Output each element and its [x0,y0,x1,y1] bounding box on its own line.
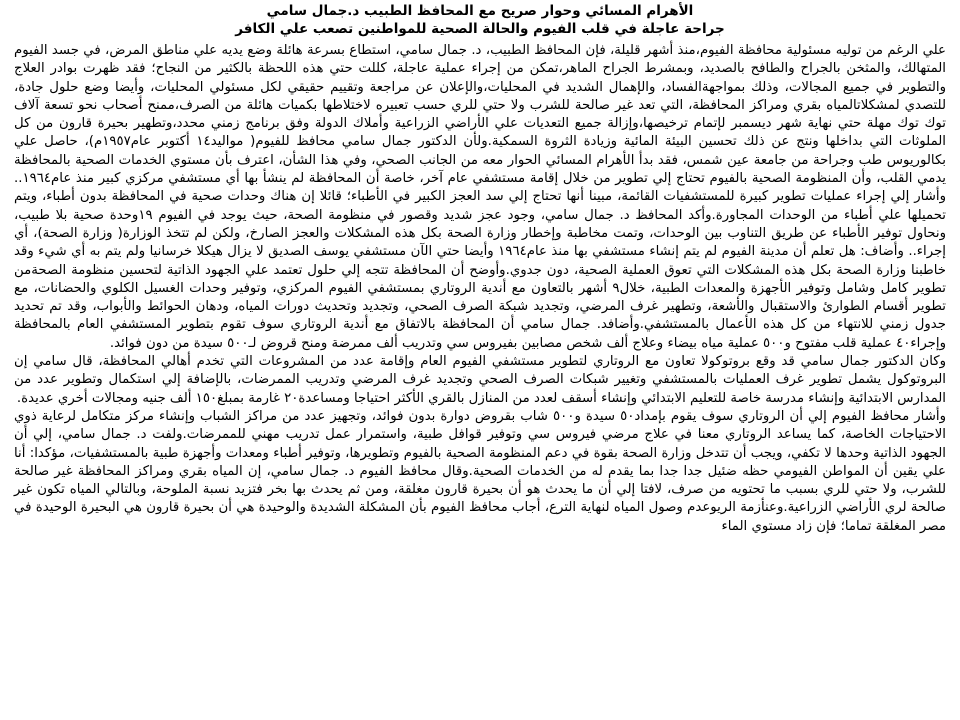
article-subheadline: جراحة عاجلة في قلب الفيوم والحالة الصحية للمواطنين تصعب علي الكافر [235,21,725,37]
article-paragraph-3: وأشار محافظ الفيوم إلي أن الروتاري سوف يقوم بإمداد٥٠ سيدة و٥٠٠ شاب بقروض دوارة بدون فوائد، وتجهيز عدد من مراكز الشباب وإنشاء مركز متكامل لرعاية ذوي الاحتياجات الخاصة، كما يساعد الروتاري معنا في علاج مرضي فيروس سي وتوفير قوافل طبية، واستمرار عمل تدريب مهني للممرضات.ولفت د. جمال سامي، إلي أن الجهود الذاتية وحدها لا تكفي، ويجب أن تتدخل وزارة الصحة بقوة في دعم المنظومة الصحية بالفيوم وتطويرها، وتوفير أطباء ومعدات وأجهزة طبية بالمستشفيات، مؤكدا: أنا علي يقين أن المواطن الفيومي حظه ضئيل جدا جدا بما يقدم له من الخدمات الصحية.وقال محافظ الفيوم د. جمال سامي، إن المياه بقري ومراكز المحافظة غير صالحة للشرب، ولا حتي للري بسبب ما تحتويه من صرف، لافتا إلي أن ما يحدث هو أن بحيرة قارون مغلقة، ومن ثم يحدث بها بخر فتزيد نسبة الملوحة، وبالتالي المياه تكون غير صالحة لري الأراضي الزراعية.وعنأزمة الريوعدم وصول المياه لنهاية الترع، أجاب محافظ الفيوم بأن المشكلة الشديدة والوحيدة هي أن بحيرة قارون هي البحيرة الوحيدة في مصر المغلقة تماما؛ فإن زاد مستوي الماء [14,408,946,534]
article-paragraph-1: علي الرغم من توليه مسئولية محافظة الفيوم،منذ أشهر قليلة، فإن المحافظ الطبيب، د. جمال سامي، استطاع بسرعة هائلة وضع يديه علي مناطق المرض، في جسد الفيوم المتهالك، والمثخن بالجراح والطافح بالصديد، وبمشرط الجراح الماهر،تمكن من إجراء عملية عاجلة، كللت حتي هذه اللحظة بالكثير من النجاح؛ فقد ظهرت بوادر العلاج والتطوير في جميع المجالات، وذلك بمواجهةالفساد، والإهمال الشديد في المحليات،والإعلان عن مراجعة وتقييم حقيقي لكل مسئولي المحليات، وأيضا وضع حلول جادة، للتصدي لمشكلاتالمياه بقري ومراكز المحافظة، التي تعد غير صالحة للشرب ولا حتي للري حسب تعبيره لاختلاطها بكميات هائلة من الصرف،ممنح أصحاب نحو تسعة آلاف توك توك مهلة حتي نهاية شهر ديسمبر لإتمام ترخيصها،وإزالة جميع التعديات علي الأراضي الزراعية وأملاك الدولة وفق برنامج زمني محدد،وتطهير بحيرة قارون من كل الملوثات التي بداخلها ونتج عن ذلك تحسين البيئة المائية وزيادة الثروة السمكية.ولأن الدكتور جمال سامي محافظ للفيوم( مواليد١٤ أكتوبر عام١٩٥٧م)، حاصل علي بكالوريوس طب وجراحة من جامعة عين شمس، فقد بدأ الأهرام المسائي الحوار معه من الجانب الصحي، وفي هذا الشأن، اعترف بأن مستوي الخدمات الصحية بالمحافظة يدمي القلب، وأن المنظومة الصحية بالفيوم تحتاج إلي تطوير من خلال إقامة مستشفي عام آخر، خاصة أن المحافظة لم ينشأ بها أي مستشفي مركزي كبير منذ عام١٩٦٤.. وأشار إلي إجراء عمليات تطوير كبيرة للمستشفيات القائمة، مبينا أنها تحتاج إلي سد العجز الكبير في الأطباء؛ قائلا إن هناك وحدات صحية في المحافظة بدون أطباء، ويتم تحميلها علي أطباء من الوحدات المجاورة.وأكد المحافظ د. جمال سامي، وجود عجز شديد وقصور في منظومة الصحة، حيث يوجد في الفيوم ١٩وحدة صحية بلا طبيب، ونحاول توفير الأطباء عن طريق التناوب بين الوحدات، وتمت مخاطبة وإخطار وزارة الصحة بكل هذه المشكلات والعجز الصارخ، ولكن لم تتخذ الوزارة( وزارة الصحة)، أي إجراء.. وأضاف: هل تعلم أن مدينة الفيوم لم يتم إنشاء مستشفي بها منذ عام١٩٦٤ وأيضا حتي الآن مستشفي يوسف الصديق لا يزال هيكلا خرسانيا ولم يتم به أي شيء وقد خاطبنا وزارة الصحة بكل هذه المشكلات التي تعوق العملية الصحية، دون جدوي.وأوضح أن المحافظة تتجه إلي حلول تعتمد علي الجهود الذاتية لتحسين منظومة الصحةمن تطوير كامل وشامل وتوفير الأجهزة والمعدات الطبية، خلال٩ أشهر بالتعاون مع أندية الروتاري بمستشفي الفيوم المركزي، وتوفير وحدات الغسيل الكلوي والحضانات، مع تطوير أقسام الطوارئ والاستقبال والأشعة، وتطهير غرف المرضي، وتجديد شبكة الصرف الصحي، وتجديد وتحديث دورات المياه، ودهان الحوائط والأبواب، وقد تم تحديد جدول زمني للانتهاء من كل هذه الأعمال بالمستشفي.وأضافد. جمال سامي أن المحافظة بالاتفاق مع أندية الروتاري سوف تقوم بتطوير المستشفي العام بالمحافظة وإجراء٤٠ عملية قلب مفتوح و٥٠٠ عملية مياه بيضاء وعلاج ألف شخص مصابين بفيروس سي وتدريب ألف ممرضة ومنح قروض لـ٥٠٠ سيدة من دون فوائد. [14,43,947,351]
article-paragraph-2: وكان الدكتور جمال سامي قد وقع بروتوكولا تعاون مع الروتاري لتطوير مستشفي الفيوم العام وإقامة عدد من المشروعات التي تخدم أهالي المحافظة، قال سامي إن البروتوكول يشمل تطوير غرف العمليات بالمستشفي وتغيير شبكات الصرف الصحي وتجديد غرف المرضي وتدريب الممرضات، بالإضافة إلي استكمال وتطوير عدد من المدارس الابتدائية وإنشاء مدرسة خاصة للتعليم الابتدائي وإنشاء أسقف لعدد من المنازل بالقري الأكثر احتياجا ومساعدة٢٠ غارمة بمبلغ١٥٠ ألف جنيه ومجالات أخري عديدة. [14,354,946,406]
article-headline: الأهرام المسائي وحوار صريح مع المحافظ الطبيب د.جمال سامي [266,3,694,19]
